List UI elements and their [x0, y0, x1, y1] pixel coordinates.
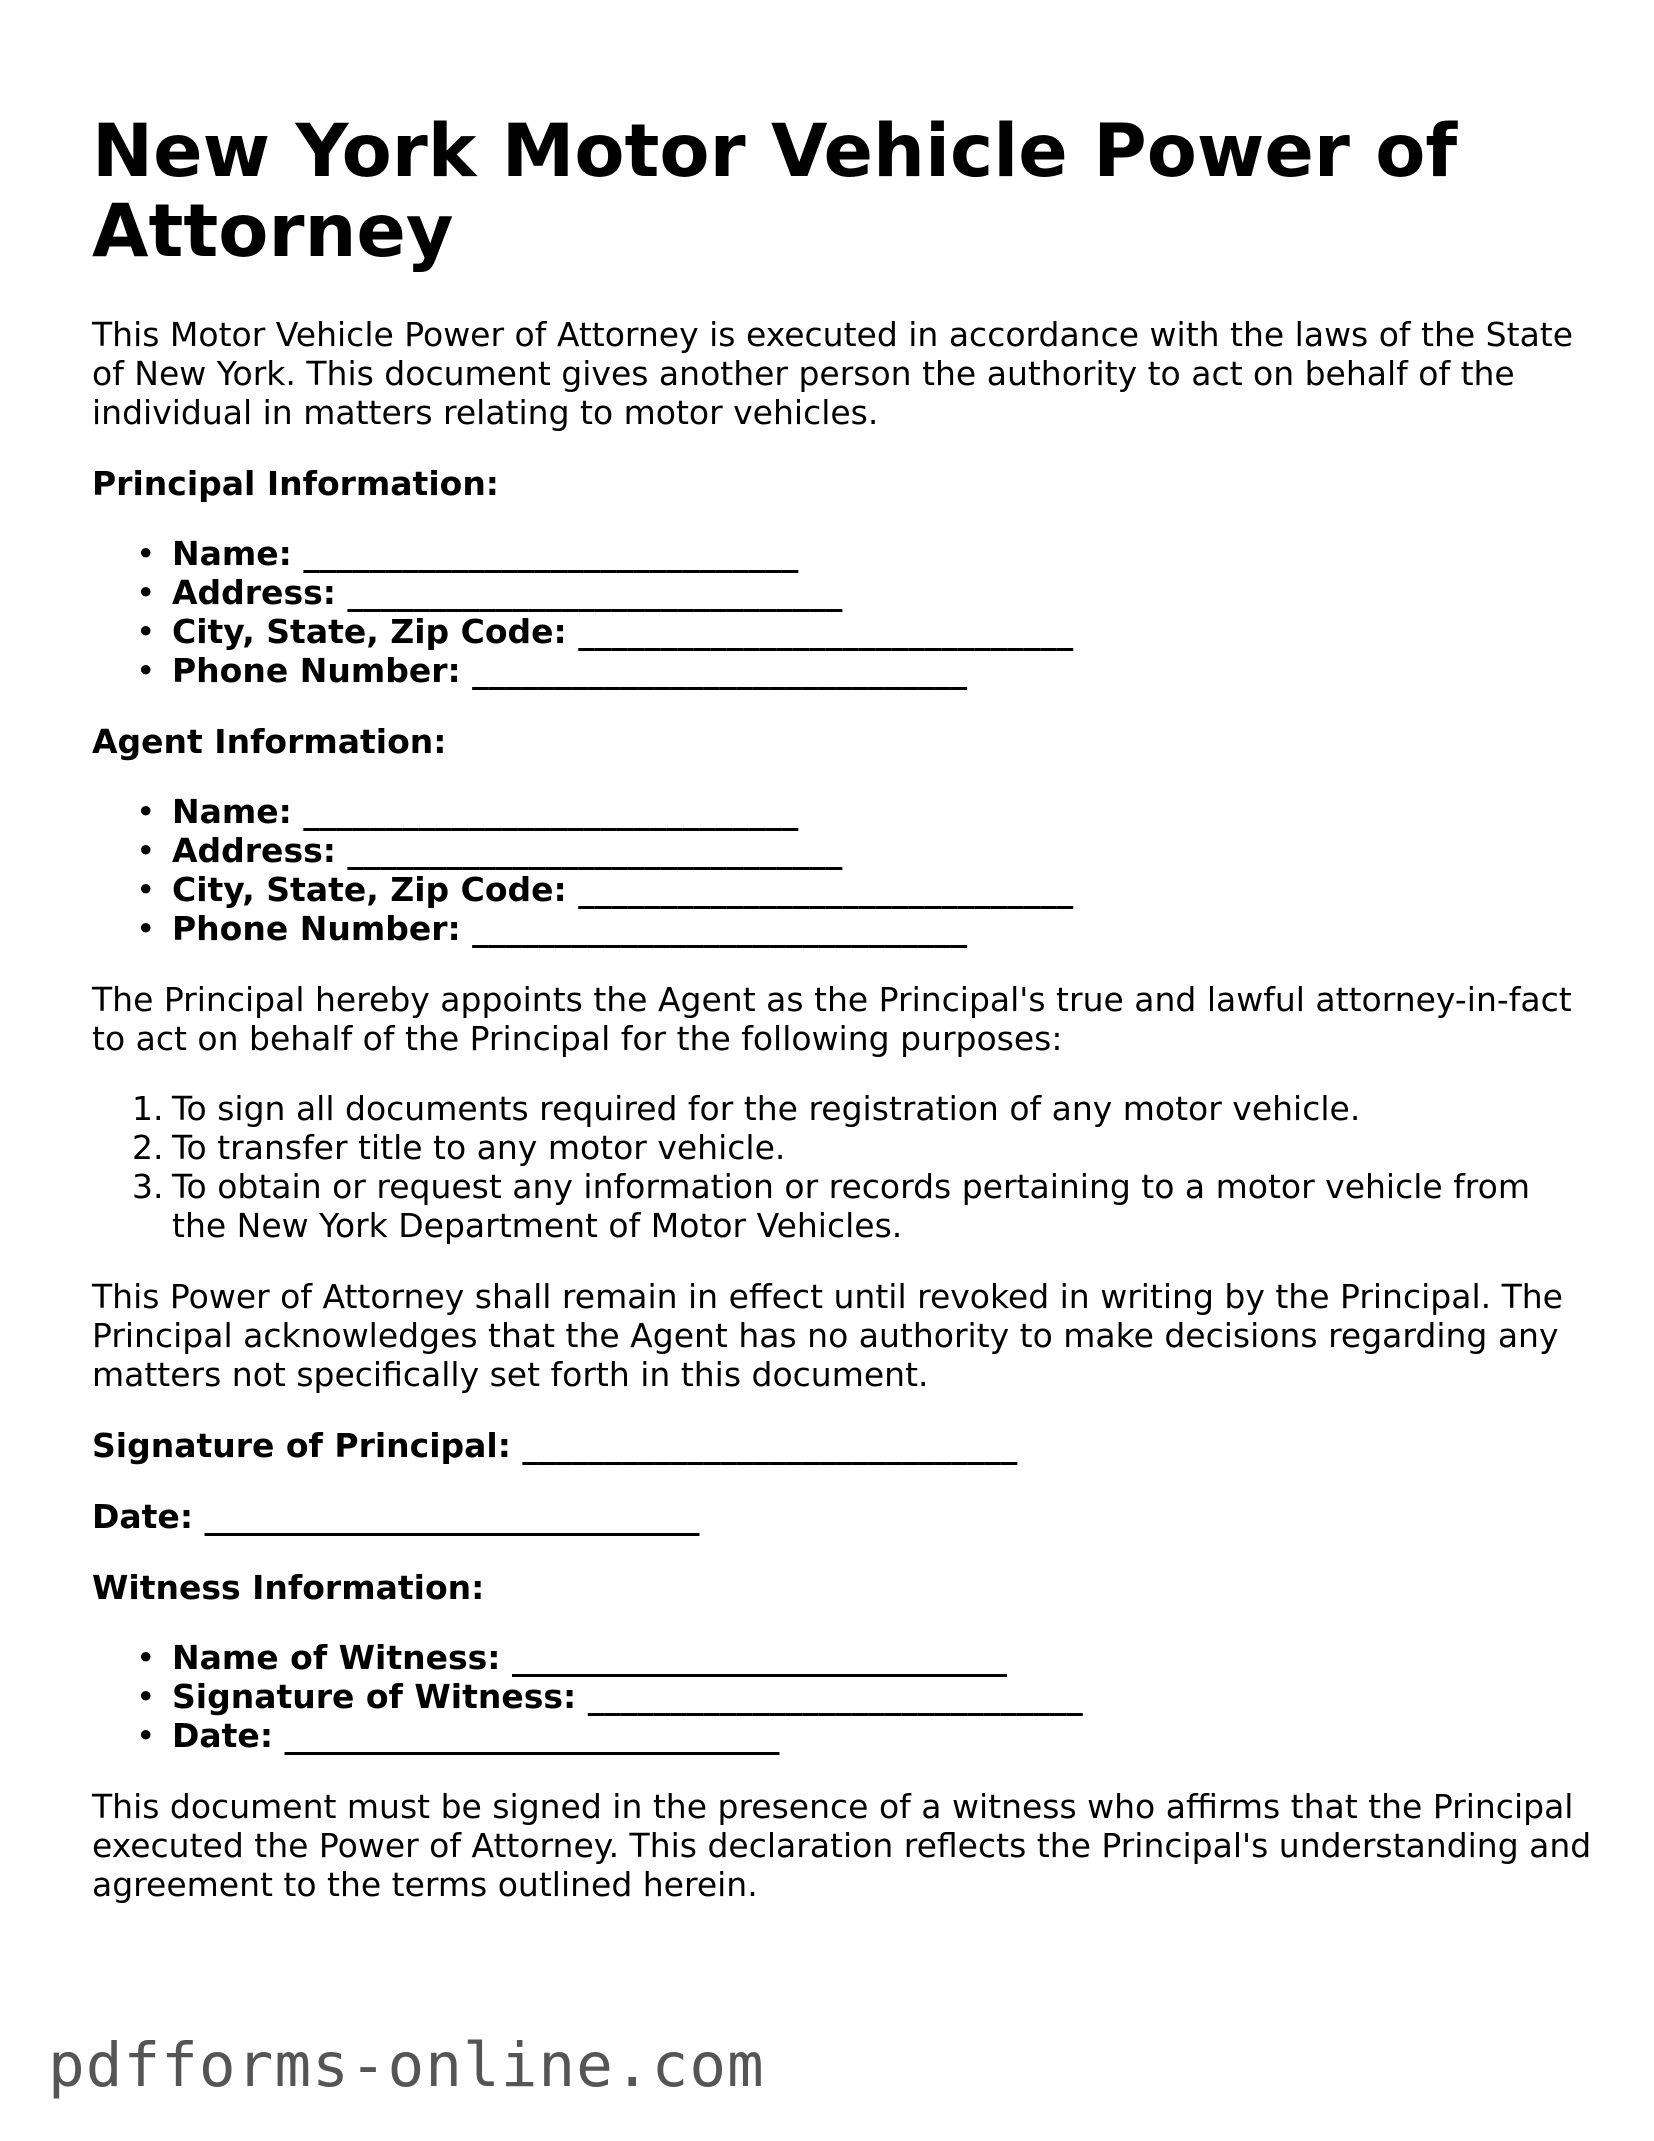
- appointment-paragraph: The Principal hereby appoints the Agent as the Principal's true and lawful attorney-in-fact to act on behalf of the Principal for the following purposes:: [92, 980, 1572, 1058]
- purposes-list: [92, 1089, 1592, 1245]
- witness-date-field: • Date: ______________________________: [136, 1716, 780, 1755]
- principal-address-field: • Address: ______________________________: [136, 573, 843, 612]
- principal-signature-line: Signature of Principal: ______________________________: [92, 1426, 1018, 1465]
- bullet-icon: •: [136, 1716, 156, 1755]
- principal-name-field: • Name: ______________________________: [136, 534, 799, 573]
- purpose-item: 1. To sign all documents required for the registration of any motor vehicle.: [132, 1089, 1361, 1128]
- agent-fields: [92, 792, 1592, 948]
- watermark: pdfforms-online.com: [48, 2030, 765, 2101]
- principal-fields: [92, 534, 1592, 690]
- closing-paragraph: This document must be signed in the presence of a witness who affirms that the Principal executed the Power of Attorney. This declaration reflects the Principal's understanding and agreement to the terms outlined herein.: [92, 1787, 1592, 1904]
- witness-fields: [92, 1638, 1592, 1755]
- purpose-item: 3. To obtain or request any information or records pertaining to a motor vehicle from the New York Department of Motor Vehicles.: [132, 1167, 1530, 1245]
- bullet-icon: •: [136, 1638, 156, 1677]
- witness-signature-field: • Signature of Witness: ______________________________: [136, 1677, 1083, 1716]
- witness-name-field: • Name of Witness: ______________________________: [136, 1638, 1007, 1677]
- agent-phone-field: • Phone Number: ______________________________: [136, 909, 968, 948]
- intro-paragraph: This Motor Vehicle Power of Attorney is executed in accordance with the laws of the State of New York. This document gives another person the authority to act on behalf of the individual in matters relating to motor vehicles.: [92, 315, 1574, 432]
- agent-heading: Agent Information:: [92, 722, 447, 761]
- principal-city-state-zip-field: • City, State, Zip Code: ______________________________: [136, 612, 1074, 651]
- bullet-icon: •: [136, 792, 156, 831]
- bullet-icon: •: [136, 831, 156, 870]
- bullet-icon: •: [136, 612, 156, 651]
- document-body: [92, 109, 1592, 1904]
- bullet-icon: •: [136, 870, 156, 909]
- date-line: Date: ______________________________: [92, 1497, 700, 1536]
- bullet-icon: •: [136, 534, 156, 573]
- bullet-icon: •: [136, 1677, 156, 1716]
- effect-paragraph: This Power of Attorney shall remain in effect until revoked in writing by the Principal. The Principal acknowledges that the Agent has no authority to make decisions regarding any matters not specifically set forth in this document.: [92, 1277, 1563, 1394]
- principal-heading: Principal Information:: [92, 464, 500, 503]
- agent-city-state-zip-field: • City, State, Zip Code: ______________________________: [136, 870, 1074, 909]
- witness-heading: Witness Information:: [92, 1568, 485, 1607]
- purpose-item: 2. To transfer title to any motor vehicle.: [132, 1128, 786, 1167]
- principal-phone-field: • Phone Number: ______________________________: [136, 651, 968, 690]
- bullet-icon: •: [136, 573, 156, 612]
- document-title: New York Motor Vehicle Power of Attorney: [92, 109, 1458, 274]
- bullet-icon: •: [136, 651, 156, 690]
- bullet-icon: •: [136, 909, 156, 948]
- agent-name-field: • Name: ______________________________: [136, 792, 799, 831]
- agent-address-field: • Address: ______________________________: [136, 831, 843, 870]
